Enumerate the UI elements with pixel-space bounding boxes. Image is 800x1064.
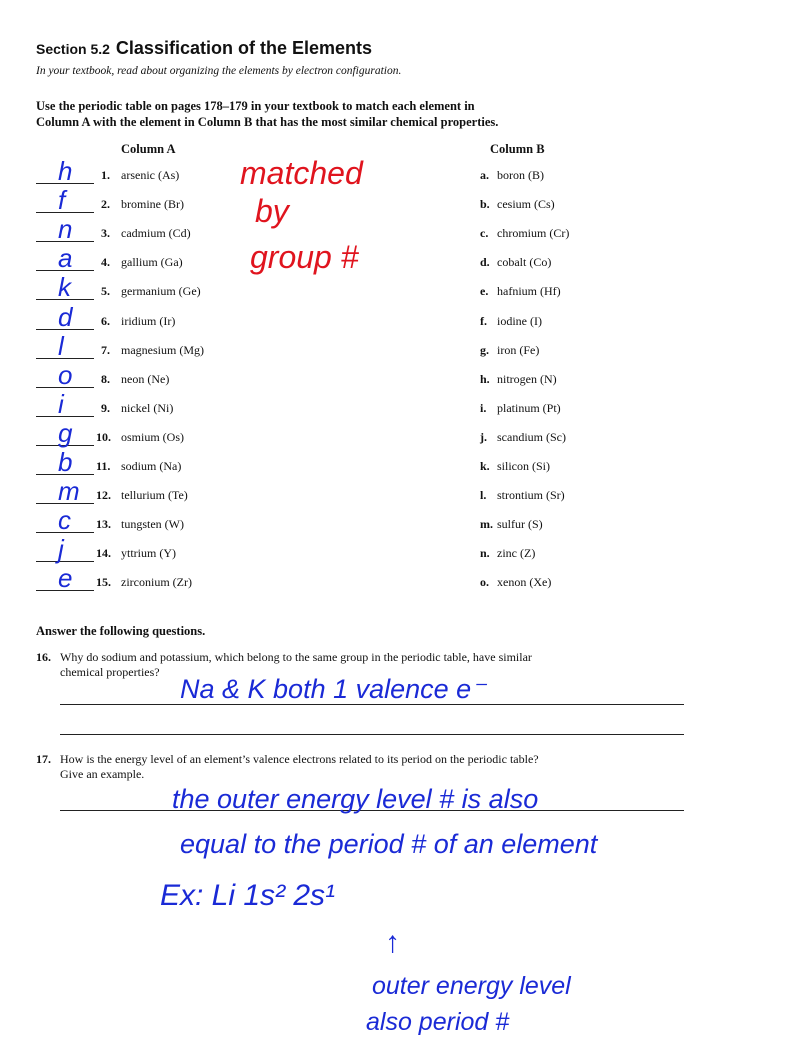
- column-b-element: scandium (Sc): [497, 430, 566, 444]
- handwritten-answer: o: [58, 360, 73, 390]
- question-16-number: 16.: [36, 650, 51, 664]
- column-a-element: gallium (Ga): [121, 255, 183, 269]
- annotation-line-2: also period #: [366, 1008, 510, 1036]
- column-b-letter: h.: [480, 372, 490, 386]
- question-16-line-2: chemical properties?: [60, 665, 160, 679]
- note-by: by: [255, 193, 289, 229]
- handwritten-answer: l: [58, 331, 64, 361]
- handwritten-answer: e: [58, 563, 73, 593]
- handwritten-answer: c: [58, 505, 71, 535]
- column-a-element: yttrium (Y): [121, 546, 176, 560]
- answer-17-line-3: Ex: Li 1s² 2s¹: [160, 879, 336, 912]
- section-title: Classification of the Elements: [115, 38, 372, 58]
- column-b-letter: d.: [480, 255, 490, 269]
- item-number: 5.: [101, 284, 110, 298]
- column-b-letter: m.: [480, 517, 493, 531]
- column-a-element: osmium (Os): [121, 430, 184, 444]
- handwritten-answer: b: [58, 447, 73, 477]
- column-a-element: neon (Ne): [121, 372, 170, 386]
- answer-16-text: Na & K both 1 valence e⁻: [180, 674, 486, 704]
- note-group: group #: [250, 239, 359, 275]
- column-b-element: iron (Fe): [497, 343, 540, 357]
- answer-17-line-1: the outer energy level # is also: [172, 784, 539, 814]
- column-b-letter: j.: [480, 430, 487, 444]
- column-b-element: boron (B): [497, 168, 544, 182]
- questions-heading: Answer the following questions.: [36, 624, 206, 638]
- column-a-element: tellurium (Te): [121, 488, 188, 502]
- column-b-element: silicon (Si): [497, 459, 550, 473]
- column-a-element: cadmium (Cd): [121, 226, 191, 240]
- column-b-element: sulfur (S): [497, 517, 543, 531]
- column-a-element: tungsten (W): [121, 517, 184, 531]
- handwritten-answer: a: [58, 243, 73, 273]
- section-subtitle: In your textbook, read about organizing the elements by electron configuration.: [36, 65, 402, 77]
- item-number: 13.: [96, 517, 111, 531]
- item-number: 8.: [101, 372, 110, 386]
- handwritten-answer: m: [58, 476, 80, 506]
- column-b-letter: o.: [480, 575, 489, 589]
- item-number: 15.: [96, 575, 111, 589]
- instructions-line-2: Column A with the element in Column B that has the most similar chemical properties.: [36, 115, 499, 129]
- handwritten-answer: k: [58, 272, 71, 302]
- item-number: 4.: [101, 255, 110, 269]
- item-number: 10.: [96, 430, 111, 444]
- column-b-letter: b.: [480, 197, 490, 211]
- column-a-element: sodium (Na): [121, 459, 182, 473]
- handwritten-answer: j: [58, 534, 64, 564]
- column-b-element: chromium (Cr): [497, 226, 570, 240]
- handwritten-answer: n: [58, 214, 73, 244]
- item-number: 2.: [101, 197, 110, 211]
- handwritten-answer: g: [58, 418, 73, 448]
- question-17-number: 17.: [36, 752, 51, 766]
- column-b-letter: g.: [480, 343, 489, 357]
- item-number: 14.: [96, 546, 111, 560]
- column-b-letter: c.: [480, 226, 489, 240]
- column-b-letter: f.: [480, 314, 487, 328]
- column-b-element: iodine (I): [497, 314, 542, 328]
- column-b-element: hafnium (Hf): [497, 284, 561, 298]
- item-number: 12.: [96, 488, 111, 502]
- column-b-element: platinum (Pt): [497, 401, 561, 415]
- question-17-line-2: Give an example.: [60, 767, 145, 781]
- column-a-element: magnesium (Mg): [121, 343, 204, 357]
- handwritten-answer: i: [58, 389, 64, 419]
- column-a-header: Column A: [121, 142, 176, 156]
- column-a-element: bromine (Br): [121, 197, 184, 211]
- column-a-element: iridium (Ir): [121, 314, 176, 328]
- column-b-element: cobalt (Co): [497, 255, 552, 269]
- column-b-letter: i.: [480, 401, 487, 415]
- column-b-letter: e.: [480, 284, 489, 298]
- column-b-element: strontium (Sr): [497, 488, 565, 502]
- handwritten-answer: f: [58, 185, 66, 215]
- item-number: 3.: [101, 226, 110, 240]
- column-b-letter: n.: [480, 546, 490, 560]
- column-b-letter: a.: [480, 168, 489, 182]
- column-b-element: zinc (Z): [497, 546, 536, 560]
- column-a-element: zirconium (Zr): [121, 575, 192, 589]
- note-matched: matched: [240, 155, 363, 191]
- handwritten-answer: d: [58, 302, 73, 332]
- section-label: Section 5.2: [36, 41, 110, 57]
- column-b-element: cesium (Cs): [497, 197, 555, 211]
- annotation-line-1: outer energy level: [372, 972, 571, 1000]
- question-16-line-1: Why do sodium and potassium, which belong to the same group in the periodic table, have similar: [60, 650, 532, 664]
- handwritten-answer: h: [58, 156, 73, 186]
- column-b-letter: k.: [480, 459, 490, 473]
- instructions-line-1: Use the periodic table on pages 178–179 in your textbook to match each element in: [36, 99, 475, 113]
- item-number: 11.: [96, 459, 111, 473]
- item-number: 7.: [101, 343, 110, 357]
- column-b-element: nitrogen (N): [497, 372, 557, 386]
- column-a-element: germanium (Ge): [121, 284, 201, 298]
- column-a-element: arsenic (As): [121, 168, 180, 182]
- item-number: 1.: [101, 168, 110, 182]
- question-17-line-1: How is the energy level of an element’s valence electrons related to its period on the periodic table?: [60, 752, 539, 766]
- item-number: 6.: [101, 314, 110, 328]
- arrow-up-icon: ↑: [385, 926, 400, 959]
- column-b-header: Column B: [490, 142, 545, 156]
- column-a-element: nickel (Ni): [121, 401, 174, 415]
- column-b-letter: l.: [480, 488, 487, 502]
- item-number: 9.: [101, 401, 110, 415]
- column-b-element: xenon (Xe): [497, 575, 552, 589]
- answer-17-line-2: equal to the period # of an element: [180, 829, 598, 859]
